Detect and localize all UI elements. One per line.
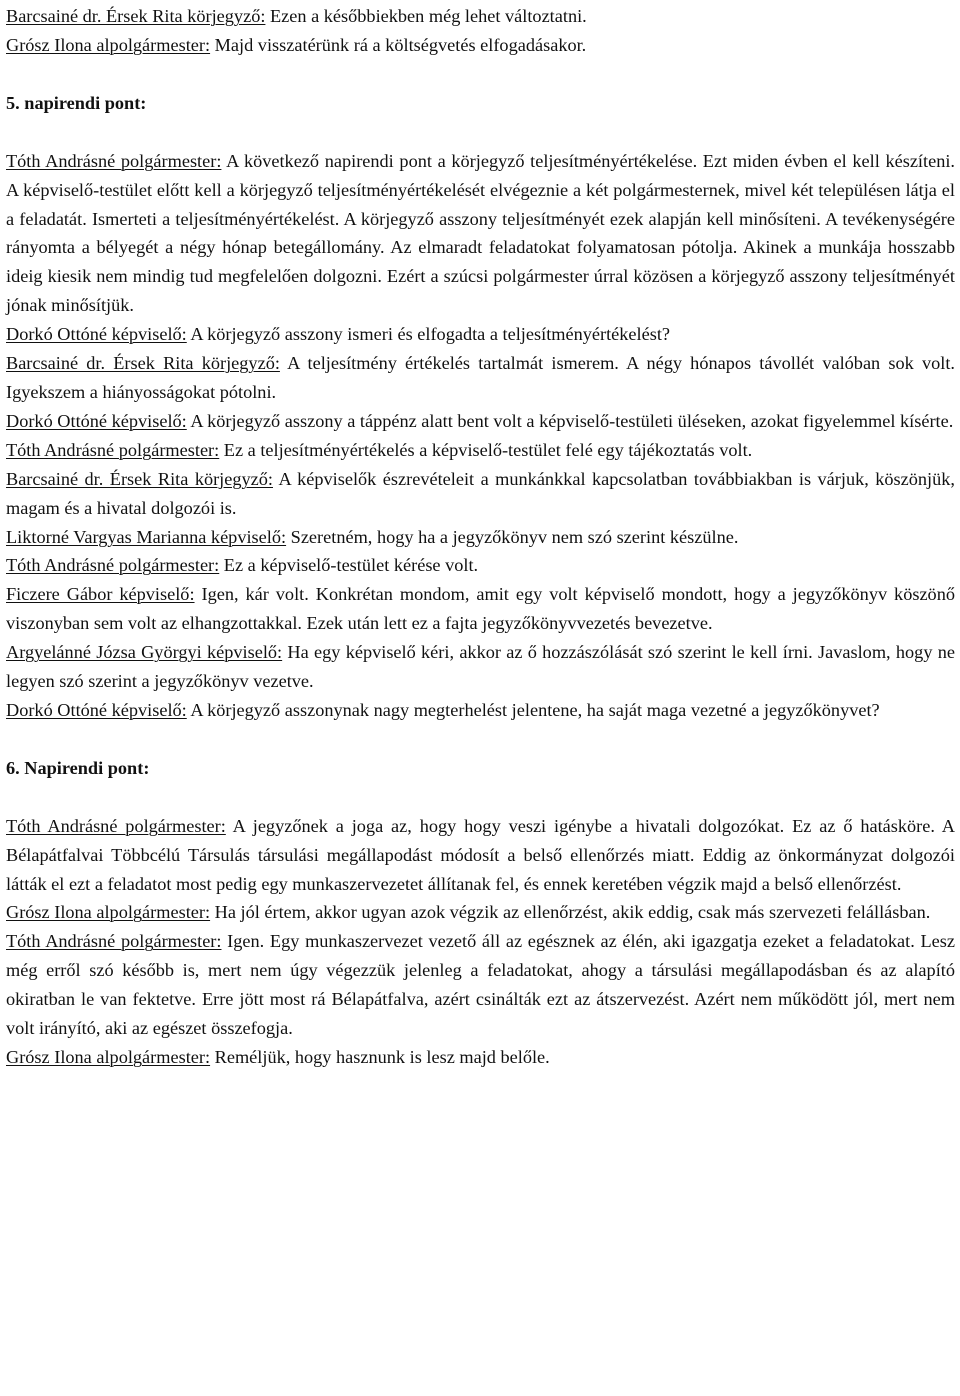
speech-paragraph <box>6 638 955 696</box>
speech-text: Igen, kár volt. Konkrétan mondom, amit egy volt képviselő mondott, hogy a jegyzőkönyv köszönő viszonyban sem volt az elhangzottakkal. Ezek után lett ez a fajta jegyzőkönyvvezetés bevezetve. <box>6 584 955 634</box>
speaker-name: Tóth Andrásné polgármester: <box>6 555 220 576</box>
speech-text: A körjegyző asszonynak nagy megterhelést jelentene, ha saját maga vezetné a jegyzőkönyvet? <box>186 699 880 720</box>
speech-text: A következő napirendi pont a körjegyző teljesítményértékelése. Ezt miden évben el kell készíteni. A képviselő-testület előtt kell a körjegyző teljesítményértékelését elvégeznie a két polgármesternek, mivel két településen látja el a feladatát. Ismerteti a teljesítményértékelést. A körjegyző asszony teljesítményét ezek alapján kell minősíteni. A tevékenységére rányomta a bélyegét a négy hónap betegállomány. Az elmaradt feladatokat folyamatosan pótolja. Akinek a munkája hosszabb ideig kiesik nem mindig tud megfelelően dolgozni. Ezért a szúcsi polgármester úrral közösen a körjegyző asszony teljesítményét jónak minősítjük. <box>6 150 955 316</box>
speaker-name: Argyelánné Józsa Györgyi képviselő: <box>6 642 283 663</box>
speaker-name: Dorkó Ottóné képviselő: <box>6 324 187 345</box>
speaker-name: Barcsainé dr. Érsek Rita körjegyző: <box>6 353 280 374</box>
speech-paragraph <box>6 407 955 436</box>
speech-text: Ha egy képviselő kéri, akkor az ő hozzászólását szó szerint le kell írni. Javaslom, hogy ne legyen szó szerint a jegyzőkönyv vezetve. <box>6 642 955 692</box>
speaker-name: Grósz Ilona alpolgármester: <box>6 1047 211 1067</box>
speech-paragraph <box>6 465 955 523</box>
speech-text: Ez a képviselő-testület kérése volt. <box>219 555 479 576</box>
speech-paragraph <box>6 551 955 580</box>
minutes-document <box>6 2 955 1072</box>
speech-paragraph <box>6 696 955 725</box>
speech-paragraph <box>6 523 955 552</box>
speech-paragraph <box>6 31 955 60</box>
paragraph-spacer <box>6 118 955 147</box>
paragraph-spacer <box>6 783 955 812</box>
speaker-name: Grósz Ilona alpolgármester: <box>6 34 211 55</box>
agenda-item-heading <box>6 754 955 783</box>
speech-text: Szeretném, hogy ha a jegyzőkönyv nem szó szerint készülne. <box>286 526 739 547</box>
speaker-name: Tóth Andrásné polgármester: <box>6 931 222 952</box>
speech-paragraph <box>6 1043 955 1072</box>
speech-paragraph <box>6 320 955 349</box>
speech-text: Majd visszatérünk rá a költségvetés elfogadásakor. <box>210 34 587 55</box>
speaker-name: Grósz Ilona alpolgármester: <box>6 902 211 923</box>
speaker-name: Tóth Andrásné polgármester: <box>6 439 220 460</box>
speaker-name: Barcsainé dr. Érsek Rita körjegyző: <box>6 6 266 26</box>
speech-text: Reméljük, hogy hasznunk is lesz majd belőle. <box>210 1047 550 1067</box>
speech-paragraph <box>6 147 955 320</box>
speech-paragraph <box>6 927 955 1043</box>
speaker-name: Dorkó Ottóné képviselő: <box>6 699 187 720</box>
agenda-item-heading-text: 6. Napirendi pont: <box>6 757 150 778</box>
speaker-name: Ficzere Gábor képviselő: <box>6 584 195 605</box>
speech-paragraph <box>6 349 955 407</box>
speech-text: Ez a teljesítményértékelés a képviselő-testület felé egy tájékoztatás volt. <box>219 439 753 460</box>
speech-text: A képviselők észrevételeit a munkánkkal kapcsolatban továbbiakban is várjuk, köszönjük, magam és a hivatal dolgozói is. <box>6 468 955 518</box>
speech-text: A jegyzőnek a joga az, hogy hogy veszi igénybe a hivatali dolgozókat. Ez az ő hatásköre. A Bélapátfalvai Többcélú Társulás társulási megállapodást módosít a belső ellenőrzés miatt. Eddig az önkormányzat dolgozói látták el ezt a feladatot most pedig egy munkaszervezetet állítanak fel, és ennek keretében végzik majd a belső ellenőrzést. <box>6 815 955 894</box>
agenda-item-heading <box>6 89 955 118</box>
speech-text: Ezen a későbbiekben még lehet változtatni. <box>265 6 587 26</box>
speaker-name: Tóth Andrásné polgármester: <box>6 815 226 836</box>
speech-paragraph <box>6 580 955 638</box>
speech-text: Ha jól értem, akkor ugyan azok végzik az ellenőrzést, akik eddig, csak más szervezeti felállásban. <box>210 902 931 923</box>
speech-paragraph <box>6 898 955 927</box>
speech-text: Igen. Egy munkaszervezet vezető áll az egésznek az élén, aki igazgatja ezeket a feladatokat. Lesz még erről szó később is, mert nem úgy végezzük jelenleg a feladatokat, ahogy a társulási megállapodásban és az alapító okiratban le van fektetve. Erre jött most rá Bélapátfalva, azért csinálták ezt az átszervezést. Azért nem működött jól, mert nem volt irányító, aki az egészet összefogja. <box>6 931 955 1039</box>
agenda-item-heading-text: 5. napirendi pont: <box>6 92 147 113</box>
speaker-name: Dorkó Ottóné képviselő: <box>6 410 187 431</box>
paragraph-spacer <box>6 725 955 754</box>
speech-paragraph <box>6 436 955 465</box>
speaker-name: Barcsainé dr. Érsek Rita körjegyző: <box>6 468 273 489</box>
paragraph-spacer <box>6 60 955 89</box>
speech-text: A körjegyző asszony a táppénz alatt bent volt a képviselő-testületi üléseken, azokat figyelemmel kísérte. <box>186 410 954 431</box>
speaker-name: Tóth Andrásné polgármester: <box>6 150 222 171</box>
speech-text: A teljesítmény értékelés tartalmát ismerem. A négy hónapos távollét valóban sok volt. Igyekszem a hiányosságokat pótolni. <box>6 353 955 402</box>
speech-paragraph <box>6 812 955 899</box>
speech-paragraph <box>6 2 955 31</box>
speaker-name: Liktorné Vargyas Marianna képviselő: <box>6 526 287 547</box>
speech-text: A körjegyző asszony ismeri és elfogadta a teljesítményértékelést? <box>186 324 671 345</box>
